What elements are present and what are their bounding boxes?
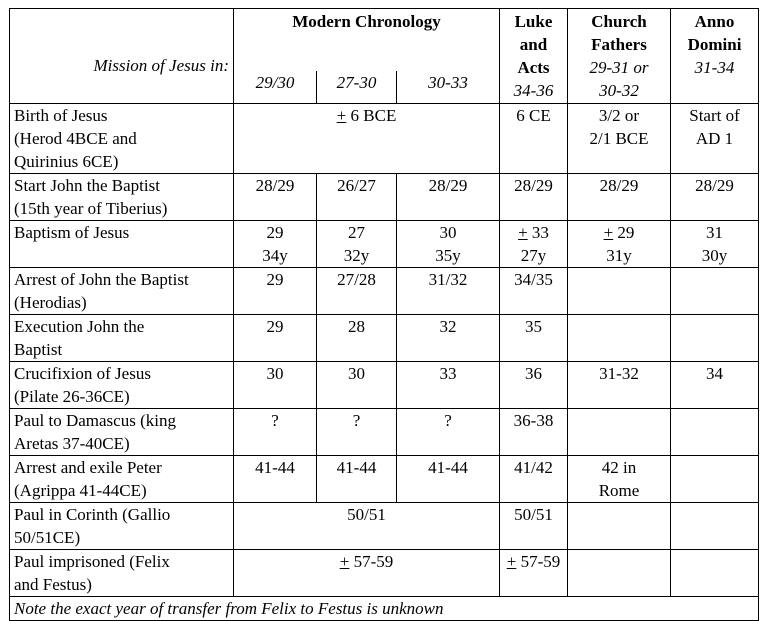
cell-value: 29 (266, 270, 284, 289)
cell-value: 57-59 (349, 552, 394, 571)
luke-cell (500, 362, 568, 409)
luke-acts-label-2: and Acts (517, 35, 550, 77)
cell-value: 30 (348, 364, 365, 383)
luke-cell (500, 503, 568, 550)
modern-sub-2 (317, 71, 397, 104)
church-cell (568, 456, 671, 503)
church-cell (568, 362, 671, 409)
cell-value: 3/2 or (598, 106, 640, 125)
cell-value: 28 (348, 317, 365, 336)
row-label-line: (Herodias) (14, 293, 87, 312)
cell-value: 2/1 BCE (589, 129, 649, 148)
modern-2-cell (317, 315, 397, 362)
church-cell (568, 503, 671, 550)
modern-sub-3 (397, 71, 500, 104)
modern-2-cell (317, 409, 397, 456)
row-label-line: Paul to Damascus (king (14, 411, 176, 430)
anno-domini-label-1: Anno (694, 12, 735, 31)
cell-value: 29 (266, 223, 284, 242)
cell-value: 35 (525, 317, 542, 336)
cell-value: 31y (606, 246, 632, 265)
cell-value: 6 CE (516, 106, 551, 125)
cell-value: 30 (439, 223, 457, 242)
luke-cell (500, 174, 568, 221)
modern-merged-cell (234, 503, 500, 550)
cell-value: 31/32 (428, 270, 468, 289)
row-label (10, 174, 234, 221)
footnote (10, 597, 759, 621)
cell-value: Rome (598, 481, 640, 500)
cell-value: 36-38 (513, 411, 554, 430)
cell-value: 33 (527, 223, 549, 242)
luke-cell (500, 315, 568, 362)
modern-chronology-label: Modern Chronology (292, 12, 441, 31)
anno-cell (671, 503, 759, 550)
row-label-line: Birth of Jesus (14, 106, 108, 125)
luke-cell (500, 456, 568, 503)
row-label-line: Arrest of John the Baptist (14, 270, 189, 289)
row-label (10, 456, 234, 503)
cell-value: 28/29 (514, 176, 553, 195)
church-fathers-years-2: 30-32 (599, 81, 639, 100)
church-cell (568, 174, 671, 221)
cell-value: ? (352, 411, 361, 430)
cell-value: 28/29 (695, 176, 734, 195)
anno-cell (671, 550, 759, 597)
row-label-line: Quirinius 6CE) (14, 152, 119, 171)
cell-value: Start of (689, 106, 740, 125)
table-row (10, 550, 759, 597)
church-cell (568, 550, 671, 597)
plus-minus-sign: + (339, 552, 350, 571)
row-label-line: and Festus) (14, 575, 92, 594)
chronology-table (9, 8, 759, 621)
modern-1-cell (234, 268, 317, 315)
cell-value: 27y (520, 246, 547, 265)
footnote-text: Note the exact year of transfer from Felix to Festus is unknown (14, 599, 444, 618)
row-label-line: (Pilate 26-36CE) (14, 387, 130, 406)
anno-domini-header (671, 9, 759, 104)
row-label-line: Baptism of Jesus (14, 223, 130, 242)
row-label-line: Execution John the (14, 317, 145, 336)
cell-value: 28/29 (255, 176, 295, 195)
cell-value: 42 in (601, 458, 637, 477)
church-cell (568, 315, 671, 362)
row-label-line: 50/51CE) (14, 528, 81, 547)
modern-sub-1 (234, 71, 317, 104)
church-fathers-label-1: Church (591, 12, 647, 31)
plus-minus-sign: + (518, 223, 528, 242)
row-label-line: Crucifixion of Jesus (14, 364, 151, 383)
row-label (10, 550, 234, 597)
row-label-line: Paul imprisoned (Felix (14, 552, 170, 571)
cell-value: ? (271, 411, 279, 430)
table-row (10, 104, 759, 174)
cell-value: ? (444, 411, 452, 430)
luke-cell (500, 409, 568, 456)
modern-sub-3-label: 30-33 (428, 72, 468, 92)
cell-value: 28/29 (599, 176, 639, 195)
cell-value: 50/51 (514, 505, 553, 524)
table-row (10, 456, 759, 503)
table-row (10, 503, 759, 550)
anno-cell (671, 362, 759, 409)
modern-chronology-header (234, 9, 500, 71)
cell-value: 31 (706, 223, 723, 242)
luke-acts-label-1: Luke (514, 12, 553, 31)
cell-value: 27/28 (337, 270, 376, 289)
modern-3-cell (397, 268, 500, 315)
modern-merged-cell (234, 550, 500, 597)
modern-3-cell (397, 315, 500, 362)
modern-1-cell (234, 221, 317, 268)
row-label-line: (Agrippa 41-44CE) (14, 481, 147, 500)
row-label-line: Baptist (14, 340, 63, 359)
cell-value: 31-32 (599, 364, 639, 383)
anno-cell (671, 409, 759, 456)
luke-cell (500, 268, 568, 315)
luke-cell (500, 550, 568, 597)
cell-value: 35y (435, 246, 461, 265)
cell-value: 41-44 (255, 458, 295, 477)
table-row (10, 409, 759, 456)
row-label-line: Start John the Baptist (14, 176, 160, 195)
church-fathers-years-1: 29-31 or (589, 58, 649, 77)
mission-label: Mission of Jesus in: (93, 56, 229, 75)
cell-value: 57-59 (516, 552, 561, 571)
cell-value: 29 (613, 223, 635, 242)
plus-minus-sign: + (506, 552, 517, 571)
cell-value: 34y (262, 246, 288, 265)
anno-cell (671, 456, 759, 503)
church-cell (568, 409, 671, 456)
row-label (10, 221, 234, 268)
cell-value: 34 (706, 364, 723, 383)
modern-1-cell (234, 362, 317, 409)
modern-1-cell (234, 315, 317, 362)
anno-cell (671, 174, 759, 221)
cell-value: 30y (701, 246, 728, 265)
mission-header (10, 9, 234, 104)
modern-1-cell (234, 409, 317, 456)
modern-1-cell (234, 456, 317, 503)
cell-value: 33 (439, 364, 457, 383)
modern-sub-1-label: 29/30 (255, 72, 295, 92)
modern-2-cell (317, 362, 397, 409)
header-row (10, 9, 759, 71)
modern-sub-2-label: 27-30 (336, 72, 377, 92)
anno-cell (671, 268, 759, 315)
row-label-line: Arrest and exile Peter (14, 458, 162, 477)
row-label-line: (15th year of Tiberius) (14, 199, 168, 218)
church-fathers-label-2: Fathers (591, 35, 647, 54)
table-row (10, 362, 759, 409)
row-label (10, 409, 234, 456)
cell-value: 36 (525, 364, 542, 383)
plus-minus-sign: + (603, 223, 614, 242)
cell-value: 26/27 (337, 176, 376, 195)
modern-3-cell (397, 456, 500, 503)
cell-value: 50/51 (347, 505, 386, 524)
cell-value: 34/35 (514, 270, 553, 289)
church-cell (568, 268, 671, 315)
cell-value: 41/42 (514, 458, 553, 477)
footnote-row (10, 597, 759, 621)
modern-3-cell (397, 362, 500, 409)
row-label (10, 104, 234, 174)
row-label (10, 315, 234, 362)
luke-cell (500, 221, 568, 268)
table-row (10, 174, 759, 221)
row-label (10, 268, 234, 315)
church-cell (568, 104, 671, 174)
table-row (10, 221, 759, 268)
cell-value: 29 (266, 317, 284, 336)
luke-cell (500, 104, 568, 174)
cell-value: 6 BCE (346, 106, 397, 125)
anno-domini-label-2: Domini (687, 35, 742, 54)
cell-value: 32y (343, 246, 370, 265)
cell-value: 41-44 (428, 458, 468, 477)
plus-minus-sign: + (336, 106, 347, 125)
cell-value: 28/29 (428, 176, 468, 195)
cell-value: 27 (348, 223, 365, 242)
modern-3-cell (397, 221, 500, 268)
modern-2-cell (317, 268, 397, 315)
modern-merged-cell (234, 104, 500, 174)
luke-acts-header (500, 9, 568, 104)
anno-cell (671, 104, 759, 174)
luke-acts-years: 34-36 (513, 81, 554, 100)
modern-2-cell (317, 456, 397, 503)
table-row (10, 315, 759, 362)
church-cell (568, 221, 671, 268)
anno-cell (671, 221, 759, 268)
anno-cell (671, 315, 759, 362)
row-label-line: Paul in Corinth (Gallio (14, 505, 171, 524)
row-label-line: Aretas 37-40CE) (14, 434, 130, 453)
cell-value: 30 (266, 364, 284, 383)
cell-value: 32 (439, 317, 457, 336)
church-fathers-header (568, 9, 671, 104)
cell-value: 41-44 (336, 458, 377, 477)
table-row (10, 268, 759, 315)
modern-2-cell (317, 174, 397, 221)
modern-1-cell (234, 174, 317, 221)
row-label (10, 362, 234, 409)
modern-2-cell (317, 221, 397, 268)
anno-domini-years: 31-34 (694, 58, 735, 77)
row-label (10, 503, 234, 550)
modern-3-cell (397, 174, 500, 221)
modern-3-cell (397, 409, 500, 456)
row-label-line: (Herod 4BCE and (14, 129, 137, 148)
cell-value: AD 1 (695, 129, 734, 148)
